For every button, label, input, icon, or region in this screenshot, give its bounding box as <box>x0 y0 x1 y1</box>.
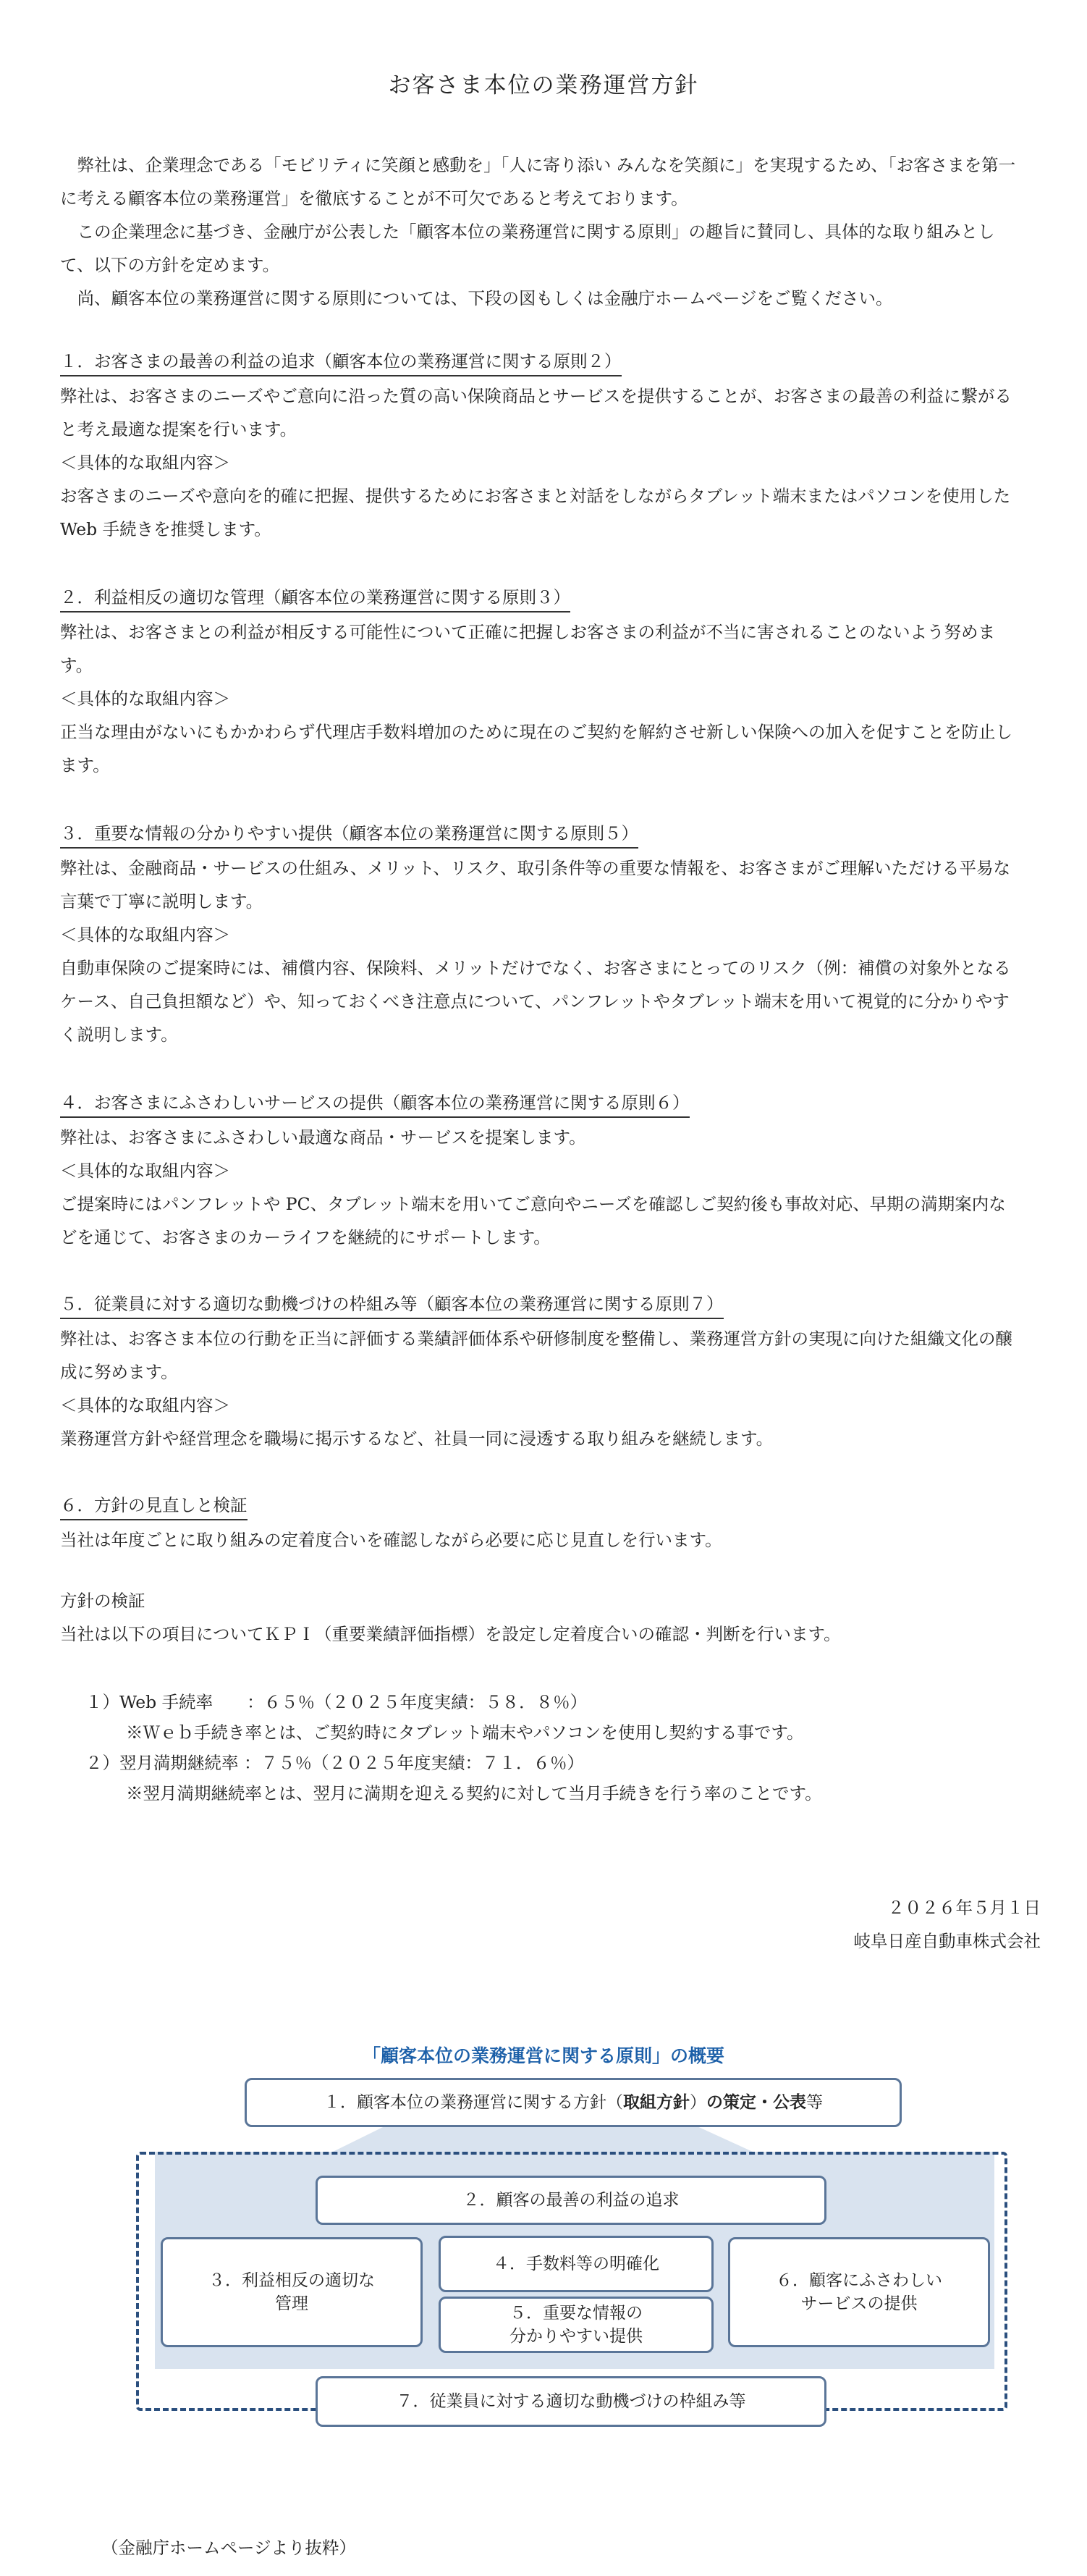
source-note: （金融庁ホームページより抜粋） <box>101 2538 357 2558</box>
intro-paragraph-3: 尚、顧客本位の業務運営に関する原則については、下段の図もしくは金融庁ホームページをご覧ください。 <box>77 288 893 308</box>
signature-date: ２０２６年５月１日 <box>887 1898 1041 1918</box>
page-title: お客さま本位の業務運営方針 <box>388 72 699 98</box>
intro-paragraph-1: 弊社は、企業理念である「モビリティに笑顔と感動を」「人に寄り添い みんなを笑顔に」を実現するため、「お客さまを第一に考える顧客本位の業務運営」を徹底することが不可欠であると考えております。 <box>60 155 1016 209</box>
section-4-detail: ご提案時にはパンフレットや PC、タブレット端末を用いてご意向やニーズを確認しご契約後も事故対応、早期の満期案内などを通じて、お客さまのカーライフを継続的にサポートします。 <box>60 1194 1006 1247</box>
kpi-item-2-line: ２）翌月満期継続率 ：７５％（２０２５年度実績：７１．６％） <box>85 1753 584 1773</box>
section-2-sub-label: ＜具体的な取組内容＞ <box>60 689 230 709</box>
section-2 <box>60 581 1023 782</box>
section-5-sub-label: ＜具体的な取組内容＞ <box>60 1395 230 1415</box>
kpi-item-2 <box>85 1748 1026 1809</box>
section-1-heading: １．お客さまの最善の利益の追求（顧客本位の業務運営に関する原則２） <box>60 348 622 376</box>
intro-paragraph-2: この企業理念に基づき、金融庁が公表した「顧客本位の業務運営に関する原則」の趣旨に賛同し、具体的な取り組みとして、以下の方針を定めます。 <box>60 222 995 275</box>
kpi-item-1-line: １）Web 手続率 ：６５％（２０２５年度実績：５８．８％） <box>85 1692 588 1712</box>
section-4 <box>60 1086 1023 1254</box>
diagram-box-6: ６．顧客にふさわしい サービスの提供 <box>728 2237 990 2347</box>
kpi-item-2-note: ※翌月満期継続率とは、翌月に満期を迎える契約に対して当月手続きを行う率のことです。 <box>126 1783 822 1803</box>
diagram-box-1 <box>245 2078 902 2127</box>
diagram-box-4: ４．手数料等の明確化 <box>439 2236 714 2292</box>
section-3-heading: ３．重要な情報の分かりやすい提供（顧客本位の業務運営に関する原則５） <box>60 820 638 849</box>
diagram-box-7: ７．従業員に対する適切な動機づけの枠組み等 <box>316 2376 826 2427</box>
section-2-detail: 正当な理由がないにもかかわらず代理店手数料増加のために現在のご契約を解約させ新しい保険への加入を促すことを防止します。 <box>60 722 1012 775</box>
kpi-item-1-note: ※Ｗｅｂ手続き率とは、ご契約時にタブレット端末やパソコンを使用し契約する事です。 <box>126 1722 804 1743</box>
section-5-lead: 弊社は、お客さま本位の行動を正当に評価する業績評価体系や研修制度を整備し、業務運営方針の実現に向けた組織文化の醸成に努めます。 <box>60 1329 1012 1382</box>
section-3-lead: 弊社は、金融商品・サービスの仕組み、メリット、リスク、取引条件等の重要な情報を、お客さまがご理解いただける平易な言葉で丁寧に説明します。 <box>60 858 1010 912</box>
section-4-sub-label: ＜具体的な取組内容＞ <box>60 1161 230 1181</box>
section-5 <box>60 1287 1023 1455</box>
kpi-item-1 <box>85 1687 1026 1748</box>
section-6-lead: 当社は年度ごとに取り組みの定着度合いを確認しながら必要に応じ見直しを行います。 <box>60 1530 722 1550</box>
section-6-heading: ６．方針の見直しと検証 <box>60 1491 248 1520</box>
kpi-lead: 当社は以下の項目についてＫＰＩ（重要業績評価指標）を設定し定着度合いの確認・判断を行います。 <box>60 1624 841 1644</box>
box-1-text: １．顧客本位の業務運営に関する方針（取組方針）の策定・公表等 <box>323 2093 823 2112</box>
section-1-lead: 弊社は、お客さまのニーズやご意向に沿った質の高い保険商品とサービスを提供することが、お客さまの最善の利益に繋がると考え最適な提案を行います。 <box>60 386 1012 439</box>
section-2-heading: ２．利益相反の適切な管理（顧客本位の業務運営に関する原則３） <box>60 584 570 613</box>
section-1-sub-label: ＜具体的な取組内容＞ <box>60 453 230 473</box>
section-2-lead: 弊社は、お客さまとの利益が相反する可能性について正確に把握しお客さまの利益が不当に害されることのないよう努めます。 <box>60 622 996 675</box>
principles-diagram <box>0 2042 1087 2505</box>
intro <box>60 148 1023 315</box>
section-3 <box>60 817 1023 1051</box>
section-5-heading: ５．従業員に対する適切な動機づけの枠組み等（顧客本位の業務運営に関する原則７） <box>60 1290 724 1319</box>
signature-company: 岐阜日産自動車株式会社 <box>853 1931 1041 1951</box>
kpi-heading: 方針の検証 <box>60 1591 145 1611</box>
signature <box>854 1891 1041 1958</box>
section-3-sub-label: ＜具体的な取組内容＞ <box>60 925 230 945</box>
section-3-detail: 自動車保険のご提案時には、補償内容、保険料、メリットだけでなく、お客さまにとってのリスク（例：補償の対象外となるケース、自己負担額など）や、知っておくべき注意点について、パンフレットやタブレット端末を用いて視覚的に分かりやすく説明します。 <box>60 958 1011 1045</box>
diagram-box-2: ２．顧客の最善の利益の追求 <box>316 2176 826 2225</box>
section-1 <box>60 345 1023 546</box>
diagram-box-5: ５．重要な情報の 分かりやすい提供 <box>439 2297 714 2353</box>
section-4-heading: ４．お客さまにふさわしいサービスの提供（顧客本位の業務運営に関する原則６） <box>60 1089 690 1118</box>
section-4-lead: 弊社は、お客さまにふさわしい最適な商品・サービスを提案します。 <box>60 1127 586 1148</box>
diagram-box-3: ３．利益相反の適切な 管理 <box>161 2237 423 2347</box>
diagram-title: 「顧客本位の業務運営に関する原則」の概要 <box>362 2045 724 2066</box>
section-6 <box>60 1489 1023 1557</box>
section-1-detail: お客さまのニーズや意向を的確に把握、提供するためにお客さまと対話をしながらタブレット端末またはパソコンを使用した Web 手続きを推奨します。 <box>60 486 1011 539</box>
section-5-detail: 業務運営方針や経営理念を職場に掲示するなど、社員一同に浸透する取り組みを継続します。 <box>60 1428 774 1449</box>
kpi-block <box>60 1584 1023 1651</box>
